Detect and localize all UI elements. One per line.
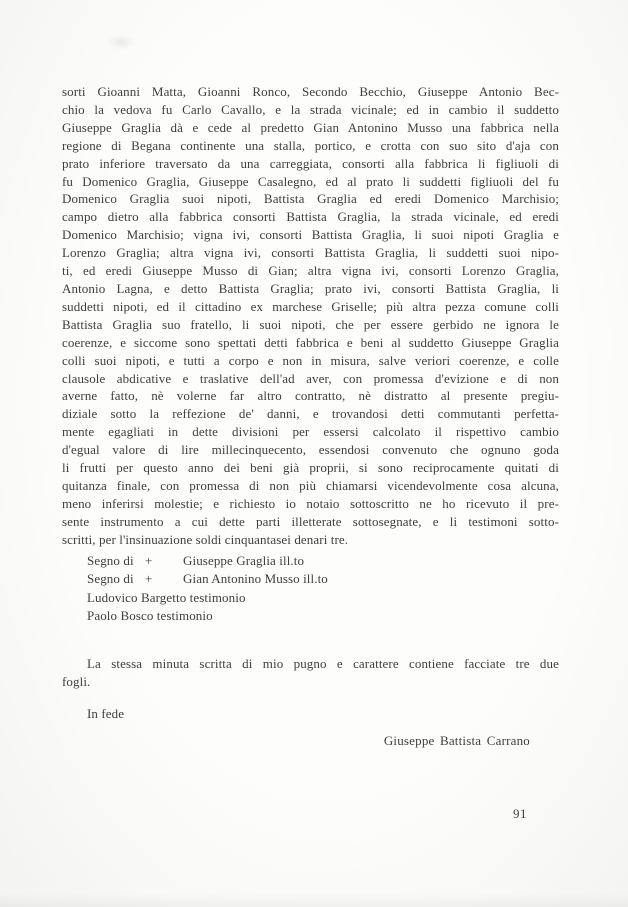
text-line: fogli. <box>62 674 91 690</box>
text-line: Lorenzo Graglia; altra vigna ivi, consorti Battista Graglia, li suddetti suoi nipo- <box>62 245 559 261</box>
closing-note-paragraph <box>62 655 559 691</box>
text-line: diziale sotto la reffezione de' danni, e trovandosi detti commutanti perfetta- <box>62 406 559 422</box>
cross-mark-icon: + <box>145 571 153 587</box>
witness-row-paolo-bosco <box>87 607 328 625</box>
signature-row-gian-antonino-musso <box>87 570 328 588</box>
text-line: Giuseppe Graglia dà e cede al predetto Gian Antonino Musso una fabbrica nella <box>62 119 559 135</box>
text-line: sente instrumento a cui dette parti illetterate sottosegnate, e li testimoni sotto- <box>62 513 559 529</box>
scan-smudge <box>106 34 136 50</box>
text-line: d'egual valore di lire millecinquecento, essendosi convenuto che ognuno goda <box>62 442 559 458</box>
witness-name: Paolo Bosco testimonio <box>87 608 213 624</box>
text-line: meno inferirsi molestie; e richiesto io notaio sottoscritto ne ho ricevuto il pre- <box>62 495 559 511</box>
text-line: li frutti per questo anno dei beni già proprii, si sono reciprocamente quitati di <box>62 460 559 476</box>
page-number: 91 <box>513 806 527 821</box>
signature-label: Segno di <box>87 571 134 587</box>
text-line: Domenico Marchisio; vigna ivi, consorti Battista Graglia, li suoi nipoti Graglia e <box>62 227 559 243</box>
text-line: Antonio Lagna, e detto Battista Graglia; prato ivi, consorti Battista Graglia, li <box>62 280 559 296</box>
witness-row-ludovico-bargetto <box>87 589 328 607</box>
signature-label: Segno di <box>87 553 134 568</box>
signature-row-giuseppe-graglia <box>87 552 328 570</box>
text-line: colli suoi nipoti, e tutti a corpo e non in misura, salve veriori coerenze, e colle <box>62 352 559 368</box>
text-line: La stessa minuta scritta di mio pugno e carattere contiene facciate tre due <box>87 656 559 671</box>
text-line: sorti Gioanni Matta, Gioanni Ronco, Secondo Becchio, Giuseppe Antonio Bec- <box>62 84 559 99</box>
text-line: campo dietro alla fabbrica consorti Battista Graglia, la strada vicinale, ed eredi <box>62 209 559 225</box>
cross-mark-icon: + <box>145 553 153 568</box>
signature-block <box>87 552 328 626</box>
text-line: scritti, per l'insinuazione soldi cinquantasei denari tre. <box>62 531 349 547</box>
text-line: suddetti nipoti, ed il cittadino ex marchese Griselle; più altra pezza comune colli <box>62 298 559 314</box>
text-line: fu Domenico Graglia, Giuseppe Casalegno, ed al prato li suddetti figliuoli del fu <box>62 173 559 189</box>
signatory-name: Gian Antonino Musso ill.to <box>183 571 328 587</box>
text-line: Battista Graglia suo fratello, li suoi nipoti, che per essere gerbido ne ignora le <box>62 316 559 332</box>
text-line: chio la vedova fu Carlo Cavallo, e la strada vicinale; ed in cambio il suddetto <box>62 101 559 117</box>
text-line: clausole abdicative e traslative dell'ad aver, con promessa d'evizione e di non <box>62 370 559 386</box>
notary-signature-name: Giuseppe Battista Carrano <box>383 733 530 748</box>
text-line: coerenze, e siccome sono spettati detti fabbrica e beni al suddetto Giuseppe Graglia <box>62 334 559 350</box>
witness-name: Ludovico Bargetto testimonio <box>87 589 246 605</box>
text-line: ti, ed eredi Giuseppe Musso di Gian; altra vigna ivi, consorti Lorenzo Graglia, <box>62 263 559 279</box>
attestation-line: In fede <box>87 706 125 721</box>
signatory-name: Giuseppe Graglia ill.to <box>183 553 305 568</box>
text-line: regione di Begana continente una stalla, portico, e crotta con suo sito d'aja con <box>62 137 559 153</box>
deed-body-paragraph <box>62 83 559 549</box>
text-line: prato inferiore traversato da una carreggiata, consorti alla fabbrica li figliuoli di <box>62 155 559 171</box>
text-line: mente egagliati in dette divisioni per essersi calcolato il rispettivo cambio <box>62 424 559 440</box>
text-line: Domenico Graglia suoi nipoti, Battista Graglia ed eredi Domenico Marchisio; <box>62 191 559 207</box>
text-line: averne fatto, nè volerne far altro contratto, nè distratto al presente pregiu- <box>62 388 559 404</box>
text-line: quitanza finale, con promessa di non più chiamarsi vicendevolmente cosa alcuna, <box>62 477 559 493</box>
